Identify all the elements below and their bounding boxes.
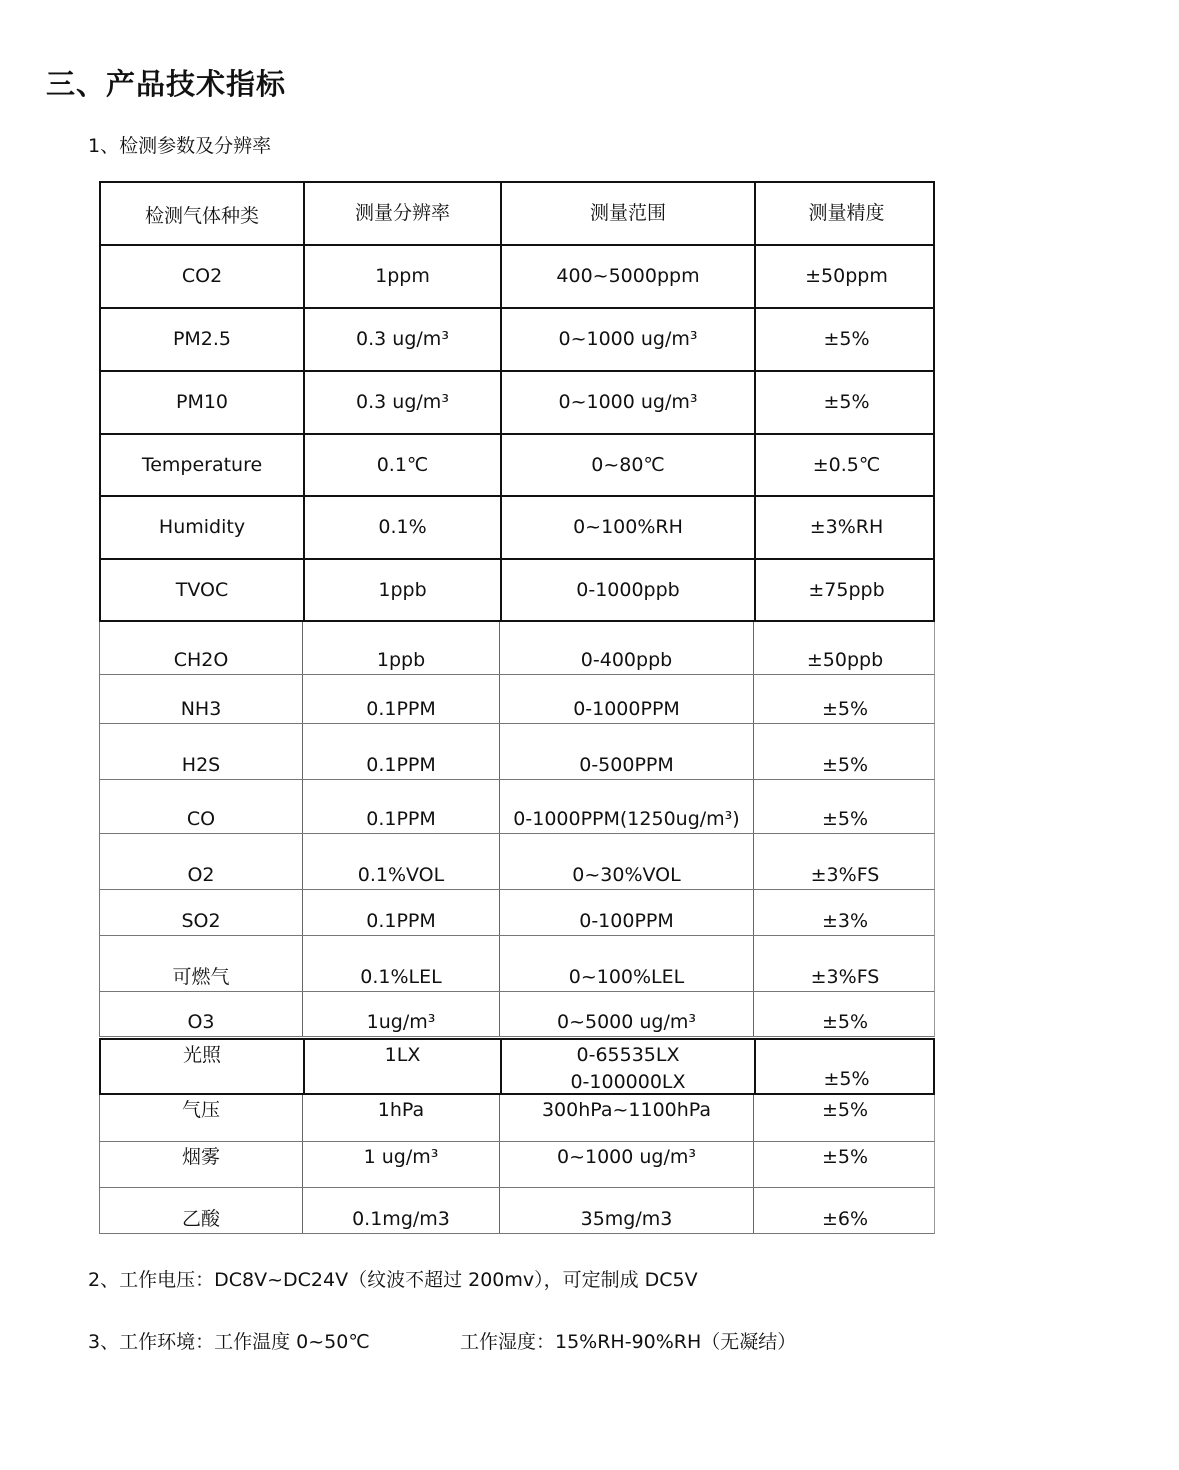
cell-accuracy: ±0.5℃ xyxy=(754,435,937,495)
cell-gas-type: O2 xyxy=(187,864,215,886)
cell-range: 0-1000PPM(1250ug/m³) xyxy=(499,780,753,833)
cell-resolution: 1ug/m³ xyxy=(302,992,499,1036)
cell-gas-type: NH3 xyxy=(180,698,222,720)
cell-accuracy: ±3%RH xyxy=(754,497,937,558)
table-row xyxy=(99,890,935,936)
table-row xyxy=(99,1095,935,1142)
cell-resolution: 0.1PPM xyxy=(302,675,499,723)
cell-resolution: 0.1mg/m3 xyxy=(302,1188,499,1233)
cell-range: 0-400ppb xyxy=(499,622,753,674)
cell-accuracy: ±5% xyxy=(753,992,936,1036)
cell-gas-type: PM2.5 xyxy=(172,328,232,350)
cell-accuracy: ±5% xyxy=(753,1142,936,1187)
cell-gas-type: PM10 xyxy=(175,391,229,413)
cell-gas-type: H2S xyxy=(181,754,221,776)
cell-gas-type: Temperature xyxy=(141,453,263,476)
cell-range: 400~5000ppm xyxy=(500,246,754,307)
cell-range: 35mg/m3 xyxy=(499,1188,753,1233)
table-row xyxy=(99,992,935,1037)
table-row xyxy=(99,936,935,992)
table-row xyxy=(99,622,935,675)
cell-gas-type: CH2O xyxy=(173,649,229,671)
cell-accuracy: ±3% xyxy=(753,890,936,935)
cell-accuracy: ±50ppb xyxy=(753,622,936,674)
cell-gas-type: CO xyxy=(186,808,216,830)
cell-gas-type: 烟雾 xyxy=(181,1146,220,1168)
item-3-environment-temp: 3、工作环境：工作温度 0~50℃ xyxy=(88,1331,370,1353)
item-2-voltage: 2、工作电压：DC8V~DC24V（纹波不超过 200mv），可定制成 DC5V xyxy=(88,1269,698,1291)
cell-resolution: 1 ug/m³ xyxy=(302,1142,499,1187)
range-line: 0-65535LX xyxy=(576,1044,680,1066)
header-accuracy: 测量精度 xyxy=(754,183,937,244)
cell-range: 300hPa~1100hPa xyxy=(499,1095,753,1141)
cell-resolution: 0.1℃ xyxy=(303,435,500,495)
cell-resolution: 0.1PPM xyxy=(302,890,499,935)
range-line: 0-100000LX xyxy=(570,1071,686,1093)
cell-resolution: 0.3 ug/m³ xyxy=(303,309,500,370)
table-row xyxy=(99,1038,935,1095)
cell-accuracy: ±5% xyxy=(754,309,937,370)
cell-resolution: 0.1PPM xyxy=(302,780,499,833)
cell-accuracy: ±3%FS xyxy=(753,936,936,991)
table-row xyxy=(99,246,935,309)
cell-resolution: 1ppb xyxy=(302,622,499,674)
table-row xyxy=(99,1142,935,1188)
cell-accuracy: ±5% xyxy=(753,724,936,779)
cell-resolution: 0.1% xyxy=(303,497,500,558)
table-row xyxy=(99,724,935,780)
cell-accuracy: ±5% xyxy=(754,372,937,433)
header-resolution: 测量分辨率 xyxy=(303,183,500,244)
cell-resolution: 0.1%LEL xyxy=(302,936,499,991)
cell-resolution: 1LX xyxy=(303,1040,500,1093)
cell-range: 0~100%RH xyxy=(500,497,754,558)
cell-range: 0-1000ppb xyxy=(500,560,754,620)
table-row xyxy=(99,780,935,834)
cell-gas-type: 乙酸 xyxy=(181,1208,220,1230)
header-gas-type: 检测气体种类 xyxy=(144,205,259,227)
cell-range: 0~1000 ug/m³ xyxy=(499,1142,753,1187)
cell-range: 0-100PPM xyxy=(499,890,753,935)
cell-accuracy: ±5% xyxy=(754,1040,937,1093)
table-row xyxy=(99,1188,935,1234)
table-row xyxy=(99,309,935,372)
cell-accuracy: ±3%FS xyxy=(753,834,936,889)
cell-range: 0-1000PPM xyxy=(499,675,753,723)
item-1-heading: 1、检测参数及分辨率 xyxy=(88,135,272,157)
cell-range: 0~30%VOL xyxy=(499,834,753,889)
table-row xyxy=(99,560,935,622)
cell-gas-type: 气压 xyxy=(181,1099,220,1121)
table-row xyxy=(99,435,935,497)
cell-resolution: 0.1%VOL xyxy=(302,834,499,889)
cell-accuracy: ±75ppb xyxy=(754,560,937,620)
cell-gas-type: CO2 xyxy=(181,265,223,287)
cell-range: 0~80℃ xyxy=(500,435,754,495)
cell-resolution: 1ppm xyxy=(303,246,500,307)
cell-range: 0~100%LEL xyxy=(499,936,753,991)
cell-accuracy: ±5% xyxy=(753,780,936,833)
cell-range: 0~5000 ug/m³ xyxy=(499,992,753,1036)
cell-gas-type: 光照 xyxy=(182,1044,221,1066)
item-3-environment-humidity: 工作湿度：15%RH-90%RH（无凝结） xyxy=(460,1331,797,1353)
cell-resolution: 1ppb xyxy=(303,560,500,620)
cell-range: 0-500PPM xyxy=(499,724,753,779)
cell-gas-type: 可燃气 xyxy=(172,966,230,988)
section-title: 三、产品技术指标 xyxy=(46,67,287,101)
cell-accuracy: ±6% xyxy=(753,1188,936,1233)
table-row xyxy=(99,497,935,560)
cell-gas-type: TVOC xyxy=(175,578,229,601)
cell-range: 0~1000 ug/m³ xyxy=(500,309,754,370)
cell-accuracy: ±5% xyxy=(753,1095,936,1141)
cell-accuracy: ±5% xyxy=(753,675,936,723)
table-row xyxy=(99,372,935,435)
cell-resolution: 1hPa xyxy=(302,1095,499,1141)
header-range: 测量范围 xyxy=(500,183,754,244)
cell-resolution: 0.3 ug/m³ xyxy=(303,372,500,433)
cell-range: 0~1000 ug/m³ xyxy=(500,372,754,433)
cell-accuracy: ±50ppm xyxy=(754,246,937,307)
cell-gas-type: SO2 xyxy=(181,910,221,932)
cell-gas-type: O3 xyxy=(187,1011,215,1033)
table-row xyxy=(99,834,935,890)
table-row xyxy=(99,675,935,724)
table-header-row xyxy=(99,181,935,246)
cell-resolution: 0.1PPM xyxy=(302,724,499,779)
cell-gas-type: Humidity xyxy=(158,516,246,538)
cell-range xyxy=(500,1040,754,1093)
